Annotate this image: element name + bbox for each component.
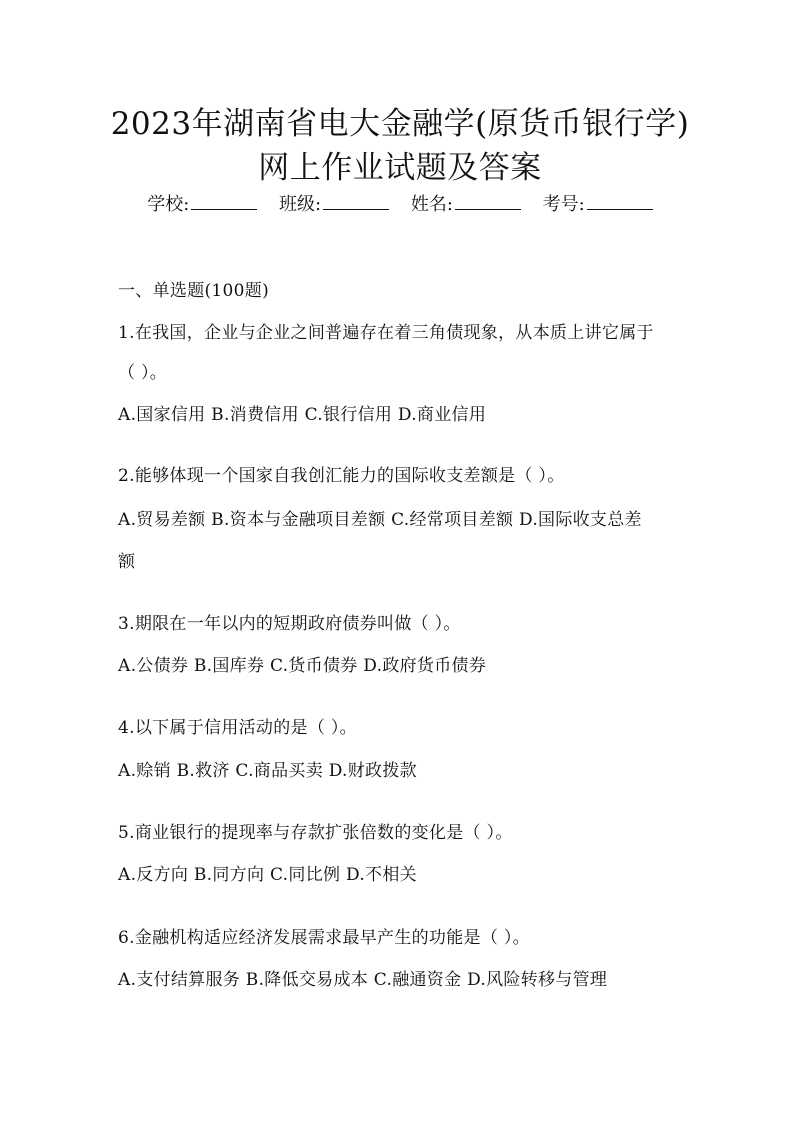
question-2-options-line2: 额 [118,552,136,572]
question-3-options: A.公债券 B.国库券 C.货币债券 D.政府货币债券 [118,656,487,676]
class-field [279,194,395,215]
document-title-line2: 网上作业试题及答案 [258,150,542,186]
question-1-stem-line1: 1.在我国，企业与企业之间普遍存在着三角债现象，从本质上讲它属于 [118,323,654,343]
question-6-stem-line1: 6.金融机构适应经济发展需求最早产生的功能是（ ）。 [118,928,530,948]
school-label: 学校: [147,194,190,215]
class-blank [323,195,389,210]
question-4-stem-line1: 4.以下属于信用活动的是（ ）。 [118,718,357,738]
question-2-options-line1: A.贸易差额 B.资本与金融项目差额 C.经常项目差额 D.国际收支总差 [118,510,642,530]
section-heading: 一、单选题(100题) [118,281,270,301]
number-label: 考号: [542,194,585,215]
name-label: 姓名: [410,194,453,215]
school-field [147,194,263,215]
number-field [543,194,653,215]
question-5-options: A.反方向 B.同方向 C.同比例 D.不相关 [118,865,417,885]
name-blank [455,195,521,210]
question-2-stem-line1: 2.能够体现一个国家自我创汇能力的国际收支差额是（ ）。 [118,466,565,486]
school-blank [191,195,257,210]
document-title-line1: 2023年湖南省电大金融学(原货币银行学) [110,106,690,142]
question-5-stem-line1: 5.商业银行的提现率与存款扩张倍数的变化是（ ）。 [118,823,513,843]
student-info-row [0,190,800,216]
question-1-options: A.国家信用 B.消费信用 C.银行信用 D.商业信用 [118,405,487,425]
question-1-stem-line2: （ ）。 [118,363,168,383]
question-3-stem-line1: 3.期限在一年以内的短期政府债券叫做（ ）。 [118,614,461,634]
question-6-options: A.支付结算服务 B.降低交易成本 C.融通资金 D.风险转移与管理 [118,970,608,990]
name-field [411,194,527,215]
class-label: 班级: [279,194,322,215]
question-4-options: A.赊销 B.救济 C.商品买卖 D.财政拨款 [118,761,417,781]
number-blank [587,195,653,210]
